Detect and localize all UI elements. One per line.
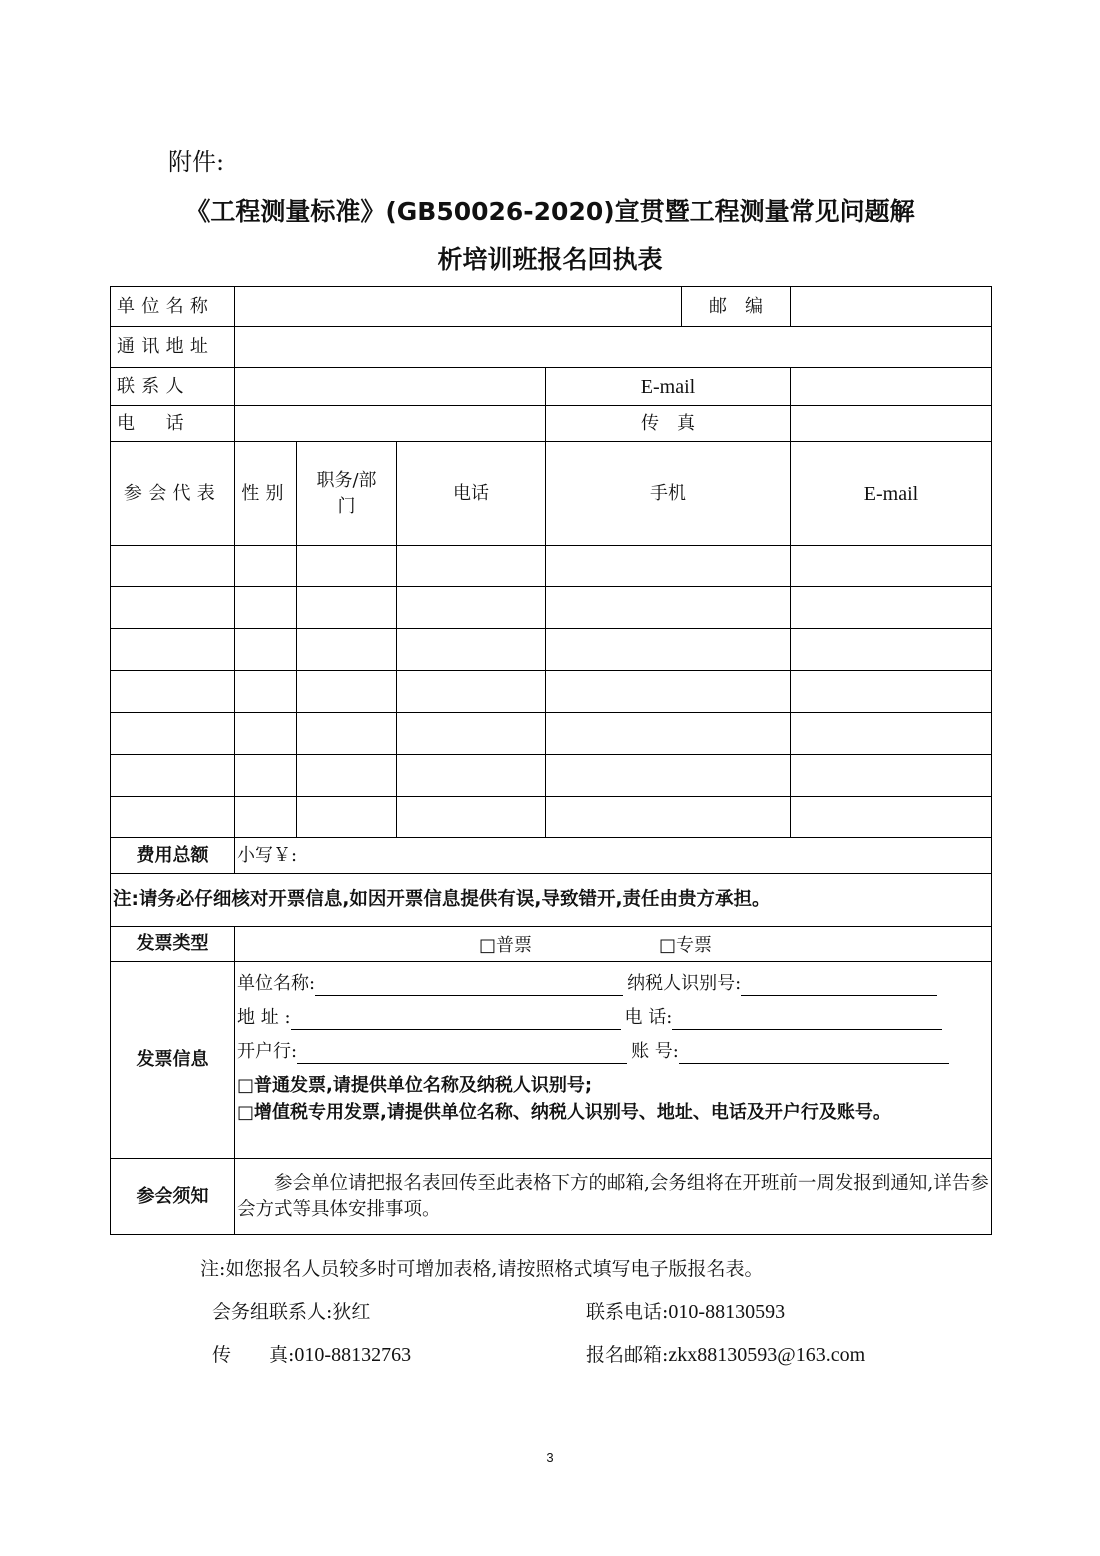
attendee-cell[interactable] — [297, 587, 397, 629]
phone-field[interactable] — [235, 406, 546, 442]
attendee-cell[interactable] — [397, 587, 546, 629]
address-row — [111, 327, 992, 368]
attendee-cell[interactable] — [546, 797, 791, 838]
footer-email-label: 报名邮箱: — [586, 1344, 669, 1366]
invoice-type-special-checkbox[interactable]: □专票 — [659, 935, 713, 956]
attendee-cell[interactable] — [791, 546, 992, 587]
unit-row — [111, 287, 992, 327]
contact-row — [111, 368, 992, 406]
invoice-bank-field[interactable] — [297, 1041, 627, 1064]
address-label: 通讯地址 — [111, 327, 235, 368]
note-row — [111, 874, 992, 927]
invoice-info-label: 发票信息 — [111, 962, 235, 1159]
invoice-address-field[interactable] — [291, 1007, 621, 1030]
attendee-cell[interactable] — [111, 546, 235, 587]
attendee-cell[interactable] — [111, 713, 235, 755]
invoice-taxpayer-id-field[interactable] — [741, 973, 937, 996]
footer-contact: 会务组联系人:狄红 — [212, 1301, 371, 1323]
invoice-option-normal[interactable]: □普通发票,请提供单位名称及纳税人识别号; — [237, 1075, 593, 1096]
contact-field[interactable] — [235, 368, 546, 406]
invoice-warning-note: 注:请务必仔细核对开票信息,如因开票信息提供有误,导致错开,责任由贵方承担。 — [111, 874, 992, 927]
attachment-label: 附件: — [168, 148, 225, 176]
footer-email-value[interactable]: zkx88130593@163.com — [668, 1344, 866, 1366]
invoice-account-label: 账 号: — [631, 1040, 679, 1062]
attendee-cell[interactable] — [791, 755, 992, 797]
attendee-header-representative: 参会代表 — [111, 442, 235, 546]
form-title-line-1: 《工程测量标准》(GB50026-2020)宣贯暨工程测量常见问题解 — [185, 197, 915, 226]
email-label: E-mail — [546, 368, 791, 406]
attendee-cell[interactable] — [235, 587, 297, 629]
invoice-address-line — [237, 996, 991, 1030]
attendee-cell[interactable] — [546, 629, 791, 671]
fee-value-label: 小写￥: — [237, 844, 298, 866]
attendee-cell[interactable] — [111, 671, 235, 713]
footer-phone-label: 联系电话: — [586, 1301, 669, 1323]
attendee-cell[interactable] — [791, 713, 992, 755]
footer-fax-value: 010-88132763 — [294, 1344, 412, 1366]
attendee-cell[interactable] — [397, 546, 546, 587]
invoice-phone-field[interactable] — [672, 1007, 942, 1030]
attendee-cell[interactable] — [235, 713, 297, 755]
attendee-header-row — [111, 442, 992, 546]
footer-fax — [212, 1340, 411, 1367]
registration-form-table — [110, 286, 992, 1235]
invoice-unit-name-label: 单位名称: — [237, 972, 316, 994]
footer-note: 注:如您报名人员较多时可增加表格,请按照格式填写电子版报名表。 — [200, 1258, 764, 1280]
attendee-cell[interactable] — [791, 671, 992, 713]
attendee-cell[interactable] — [546, 587, 791, 629]
invoice-type-options — [235, 927, 992, 962]
fax-label: 传 真 — [546, 406, 791, 442]
attendee-cell[interactable] — [111, 629, 235, 671]
attendee-row — [111, 797, 992, 838]
footer-phone — [586, 1297, 785, 1324]
invoice-address-label: 地 址 : — [237, 1006, 291, 1028]
attendee-row — [111, 587, 992, 629]
invoice-info-row — [111, 962, 992, 1159]
invoice-bank-label: 开户行: — [237, 1040, 298, 1062]
attendee-header-gender: 性别 — [235, 442, 297, 546]
notice-text: 参会单位请把报名表回传至此表格下方的邮箱,会务组将在开班前一周发报到通知,详告参会方式等具体安排事项。 — [235, 1159, 992, 1235]
invoice-taxpayer-id-label: 纳税人识别号: — [627, 972, 742, 994]
postcode-field[interactable] — [791, 287, 992, 327]
attendee-cell[interactable] — [235, 797, 297, 838]
attendee-header-position: 职务/部门 — [297, 442, 397, 546]
attendee-cell[interactable] — [235, 546, 297, 587]
footer-email — [586, 1340, 865, 1367]
attendee-cell[interactable] — [546, 755, 791, 797]
invoice-phone-label: 电 话: — [624, 1006, 673, 1028]
attendee-row — [111, 629, 992, 671]
invoice-bank-line — [237, 1030, 991, 1064]
attendee-cell[interactable] — [397, 629, 546, 671]
page-number: 3 — [546, 1450, 554, 1465]
attendee-cell[interactable] — [297, 713, 397, 755]
attendee-cell[interactable] — [297, 629, 397, 671]
attendee-cell[interactable] — [791, 587, 992, 629]
notice-row — [111, 1159, 992, 1235]
address-field[interactable] — [235, 327, 992, 368]
attendee-row — [111, 713, 992, 755]
unit-name-field[interactable] — [235, 287, 682, 327]
attendee-row — [111, 755, 992, 797]
attendee-cell[interactable] — [397, 797, 546, 838]
attendee-cell[interactable] — [791, 629, 992, 671]
attendee-header-mobile: 手机 — [546, 442, 791, 546]
attendee-cell[interactable] — [235, 755, 297, 797]
postcode-label: 邮 编 — [682, 287, 791, 327]
invoice-unit-line — [237, 962, 991, 996]
attendee-cell[interactable] — [397, 713, 546, 755]
attendee-cell[interactable] — [235, 671, 297, 713]
unit-name-label: 单位名称 — [111, 287, 235, 327]
attendee-cell[interactable] — [546, 713, 791, 755]
attendee-cell[interactable] — [235, 629, 297, 671]
attendee-cell[interactable] — [297, 755, 397, 797]
attendee-cell[interactable] — [397, 671, 546, 713]
attendee-cell[interactable] — [297, 797, 397, 838]
fax-field[interactable] — [791, 406, 992, 442]
email-field[interactable] — [791, 368, 992, 406]
invoice-info-fields — [235, 962, 992, 1159]
attendee-header-email: E-mail — [791, 442, 992, 546]
notice-label: 参会须知 — [111, 1159, 235, 1235]
contact-label: 联系人 — [111, 368, 235, 406]
attendee-row — [111, 671, 992, 713]
attendee-row — [111, 546, 992, 587]
attendee-cell[interactable] — [111, 755, 235, 797]
attendee-cell[interactable] — [546, 546, 791, 587]
footer-phone-value: 010-88130593 — [668, 1301, 786, 1323]
attendee-cell[interactable] — [397, 755, 546, 797]
fee-row — [111, 838, 992, 874]
attendee-header-phone: 电话 — [397, 442, 546, 546]
phone-label: 电 话 — [111, 406, 235, 442]
invoice-account-field[interactable] — [679, 1041, 949, 1064]
attendee-cell[interactable] — [111, 797, 235, 838]
footer-fax-label: 传 真: — [212, 1344, 295, 1366]
attendee-cell[interactable] — [297, 671, 397, 713]
invoice-type-normal-checkbox[interactable]: □普票 — [479, 935, 533, 956]
fee-label: 费用总额 — [111, 838, 235, 874]
invoice-type-row — [111, 927, 992, 962]
phone-row — [111, 406, 992, 442]
attendee-cell[interactable] — [297, 546, 397, 587]
fee-field[interactable] — [235, 838, 992, 874]
invoice-type-label: 发票类型 — [111, 927, 235, 962]
attendee-cell[interactable] — [546, 671, 791, 713]
attendee-cell[interactable] — [111, 587, 235, 629]
form-title-line-2: 析培训班报名回执表 — [437, 245, 663, 274]
attendee-cell[interactable] — [791, 797, 992, 838]
invoice-option-special[interactable]: □增值税专用发票,请提供单位名称、纳税人识别号、地址、电话及开户行及账号。 — [237, 1102, 891, 1123]
invoice-unit-name-field[interactable] — [315, 973, 623, 996]
